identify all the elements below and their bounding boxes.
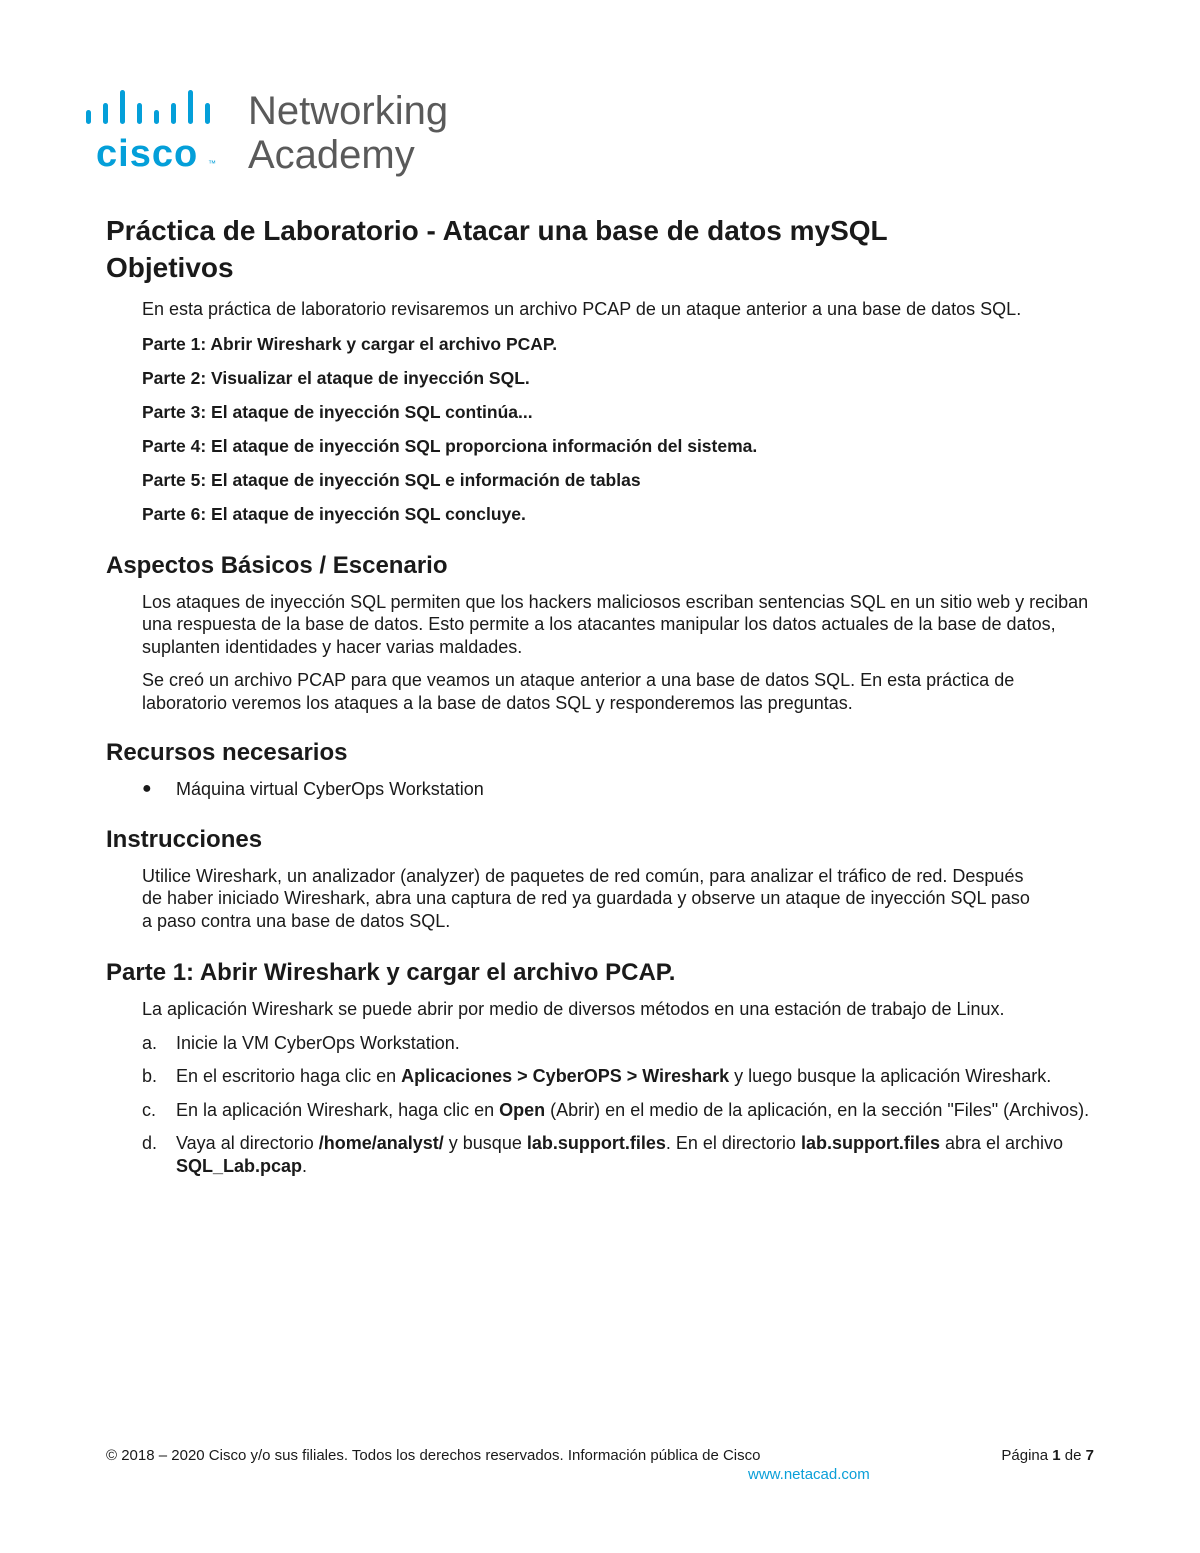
cisco-logo-icon <box>84 86 464 178</box>
copyright-text: © 2018 – 2020 Cisco y/o sus filiales. Todos los derechos reservados. Información pública de Cisco <box>106 1447 761 1464</box>
step-a <box>142 1032 1106 1055</box>
step-marker: c. <box>142 1099 157 1120</box>
objective-part-3: Parte 3: El ataque de inyección SQL continúa... <box>142 401 533 422</box>
resources-heading: Recursos necesarios <box>106 739 348 766</box>
step-text: En el escritorio haga clic en Aplicaciones > CyberOPS > Wireshark y luego busque la aplicación Wireshark. <box>176 1066 1052 1086</box>
svg-text:™: ™ <box>208 159 216 168</box>
part1-heading: Parte 1: Abrir Wireshark y cargar el archivo PCAP. <box>106 959 676 986</box>
step-c <box>142 1099 1106 1122</box>
step-text: En la aplicación Wireshark, haga clic en Open (Abrir) en el medio de la aplicación, en la sección "Files" (Archivos). <box>176 1099 1090 1120</box>
step-d <box>142 1132 1106 1177</box>
step-marker: b. <box>142 1066 158 1086</box>
page-number: Página 1 de 7 <box>1001 1447 1094 1464</box>
netacad-link[interactable]: www.netacad.com <box>748 1466 870 1483</box>
objective-part-4: Parte 4: El ataque de inyección SQL proporciona información del sistema. <box>142 435 758 456</box>
list-item <box>142 778 1106 801</box>
logo-academy-text: Academy <box>248 133 415 177</box>
step-marker: a. <box>142 1032 158 1053</box>
step-b <box>142 1065 1106 1088</box>
resource-item-label: Máquina virtual CyberOps Workstation <box>176 779 484 799</box>
objectives-intro: En esta práctica de laboratorio revisaremos un archivo PCAP de un ataque anterior a una base de datos SQL. <box>142 299 1022 319</box>
document-content <box>106 212 1106 1177</box>
part1-intro: La aplicación Wireshark se puede abrir por medio de diversos métodos en una estación de trabajo de Linux. <box>142 999 1005 1019</box>
logo-networking-text: Networking <box>248 89 449 133</box>
cisco-networking-academy-logo <box>84 86 464 178</box>
objective-part-1: Parte 1: Abrir Wireshark y cargar el archivo PCAP. <box>142 333 558 354</box>
step-text: Vaya al directorio /home/analyst/ y busque lab.support.files. En el directorio lab.support.files abra el archivo SQL_Lab.pcap. <box>176 1133 1064 1176</box>
background-paragraph-2: Se creó un archivo PCAP para que veamos un ataque anterior a una base de datos SQL. En esta práctica de laboratorio veremos los ataques a la base de datos SQL y responderemos las preguntas. <box>142 670 1015 713</box>
step-marker: d. <box>142 1133 158 1153</box>
objectives-heading: Objetivos <box>106 252 234 283</box>
background-heading: Aspectos Básicos / Escenario <box>106 551 448 579</box>
step-text: Inicie la VM CyberOps Workstation. <box>176 1032 460 1053</box>
instructions-heading: Instrucciones <box>106 825 263 853</box>
objective-part-5: Parte 5: El ataque de inyección SQL e información de tablas <box>142 469 641 490</box>
objective-part-6: Parte 6: El ataque de inyección SQL concluye. <box>142 503 526 524</box>
objectives-parts-list <box>142 333 1106 525</box>
objective-part-2: Parte 2: Visualizar el ataque de inyección SQL. <box>142 367 530 388</box>
cisco-wordmark: cisco <box>96 133 199 175</box>
bullet-icon: ● <box>142 780 152 797</box>
page-title: Práctica de Laboratorio - Atacar una base de datos mySQL <box>106 215 888 246</box>
background-paragraph-1: Los ataques de inyección SQL permiten que los hackers maliciosos escriban sentencias SQL en un sitio web y reciban una respuesta de la base de datos. Esto permite a los atacantes manipular los datos actuales de la base de datos, suplanten identidades y hacer varias maldades. <box>142 591 1089 657</box>
instructions-paragraph: Utilice Wireshark, un analizador (analyzer) de paquetes de red común, para analizar el tráfico de red. Después de haber iniciado Wireshark, abra una captura de red ya guardada y observe un ataque de inyección SQL paso a paso contra una base de datos SQL. <box>142 865 1030 931</box>
resources-list <box>106 778 1106 801</box>
